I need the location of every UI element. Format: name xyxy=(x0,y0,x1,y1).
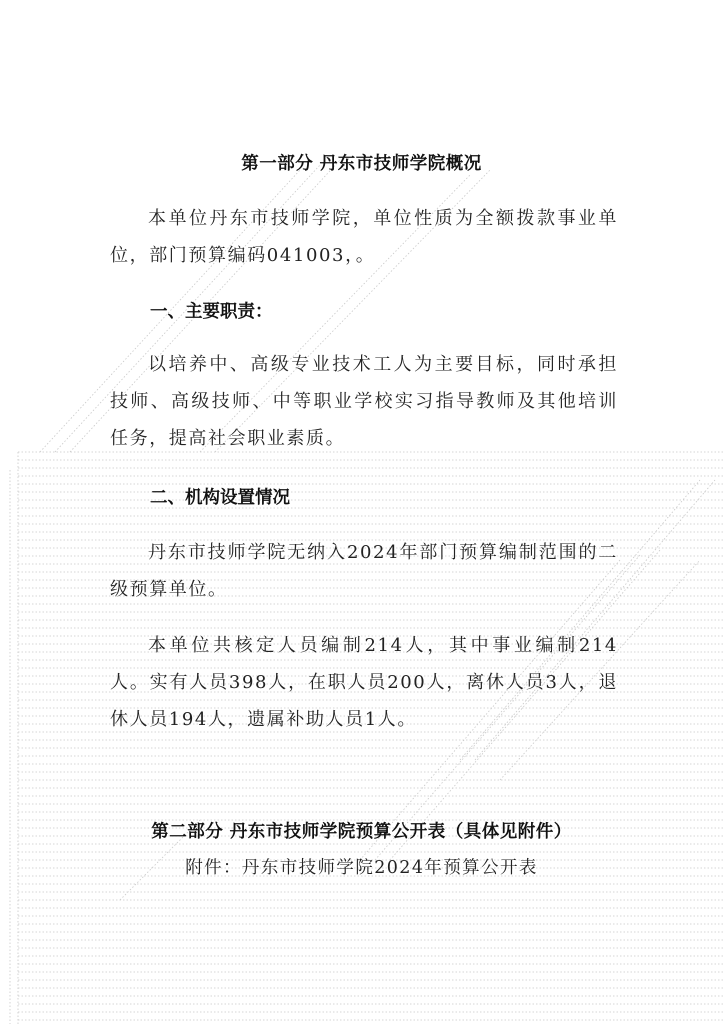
staff-paragraph: 本单位共核定人员编制214人，其中事业编制214人。实有人员398人，在职人员200人，离休人员3人，退休人员194人，遗属补助人员1人。 xyxy=(110,635,618,730)
org-heading: 二、机构设置情况 xyxy=(150,488,290,508)
part1-title: 第一部分 丹东市技师学院概况 xyxy=(241,154,482,174)
part2-title: 第二部分 丹东市技师学院预算公开表（具体见附件） xyxy=(151,822,572,842)
attachment-note: 附件：丹东市技师学院2024年预算公开表 xyxy=(185,858,538,878)
intro-paragraph: 本单位丹东市技师学院，单位性质为全额拨款事业单位，部门预算编码041003，。 xyxy=(110,208,618,266)
duties-paragraph: 以培养中、高级专业技术工人为主要目标，同时承担技师、高级技师、中等职业学校实习指导教师及其他培训任务，提高社会职业素质。 xyxy=(110,354,618,449)
duties-heading: 一、主要职责： xyxy=(150,302,273,322)
org-paragraph: 丹东市技师学院无纳入2024年部门预算编制范围的二级预算单位。 xyxy=(110,542,618,600)
